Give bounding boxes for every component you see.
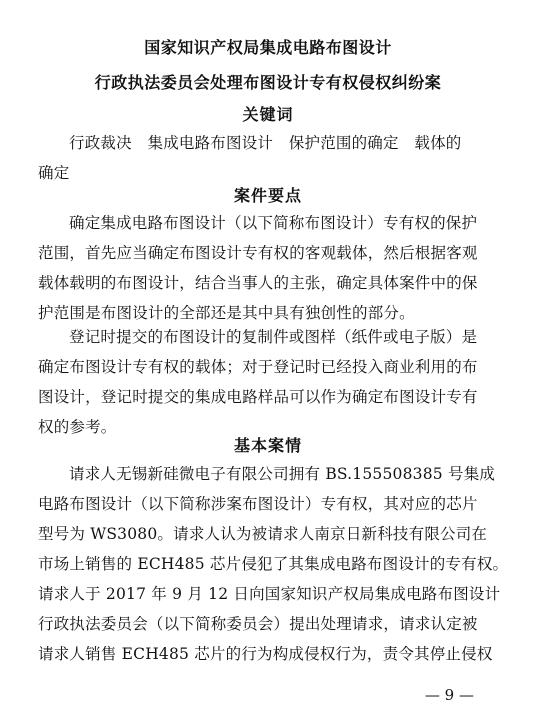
page-number: — 9 — — [424, 686, 474, 704]
paragraph-line: 行政执法委员会（以下简称委员会）提出处理请求，请求认定被 — [38, 615, 478, 633]
paragraph-line: 范围，首先应当确定布图设计专有权的客观载体，然后根据客观 — [38, 244, 478, 262]
document-title-line-2: 行政执法委员会处理布图设计专有权侵权纠纷案 — [94, 73, 442, 92]
keywords-paragraph — [38, 128, 498, 188]
paragraph-line: 载体载明的布图设计，结合当事人的主张，确定具体案件中的保 — [38, 274, 478, 292]
paragraph-line: 市场上销售的 ECH485 芯片侵犯了其集成电路布图设计的专有权。 — [38, 555, 509, 573]
basic-facts-paragraph-1 — [38, 459, 509, 669]
paragraph-line: 确定集成电路布图设计（以下简称布图设计）专有权的保护 — [69, 214, 478, 232]
paragraph-line: 确定布图设计专有权的载体；对于登记时已经投入商业利用的布 — [38, 358, 478, 376]
key-points-paragraph-1 — [38, 208, 498, 328]
paragraph-line: 请求人销售 ECH485 芯片的行为构成侵权行为，责令其停止侵权 — [38, 645, 493, 663]
keywords-line: 确定 — [38, 164, 70, 182]
paragraph-line: 护范围是布图设计的全部还是其中具有独创性的部分。 — [38, 304, 415, 322]
paragraph-line: 登记时提交的布图设计的复制件或图样（纸件或电子版）是 — [69, 328, 478, 346]
document-title-line-1: 国家知识产权局集成电路布图设计 — [144, 38, 392, 57]
key-points-heading: 案件要点 — [233, 186, 302, 205]
paragraph-line: 图设计，登记时提交的集成电路样品可以作为确定布图设计专有 — [38, 388, 478, 406]
paragraph-line: 请求人于 2017 年 9 月 12 日向国家知识产权局集成电路布图设计 — [38, 585, 501, 603]
key-points-paragraph-2 — [38, 322, 498, 442]
paragraph-line: 权的参考。 — [38, 418, 117, 436]
keywords-heading: 关键词 — [242, 105, 294, 124]
paragraph-line: 电路布图设计（以下简称涉案布图设计）专有权，其对应的芯片 — [38, 495, 478, 513]
paragraph-line: 型号为 WS3080。请求人认为被请求人南京日新科技有限公司在 — [38, 525, 488, 543]
basic-facts-heading: 基本案情 — [233, 436, 302, 455]
paragraph-line: 请求人无锡新硅微电子有限公司拥有 BS.155508385 号集成 — [69, 465, 496, 483]
keywords-line: 行政裁决 集成电路布图设计 保护范围的确定 载体的 — [69, 134, 462, 152]
